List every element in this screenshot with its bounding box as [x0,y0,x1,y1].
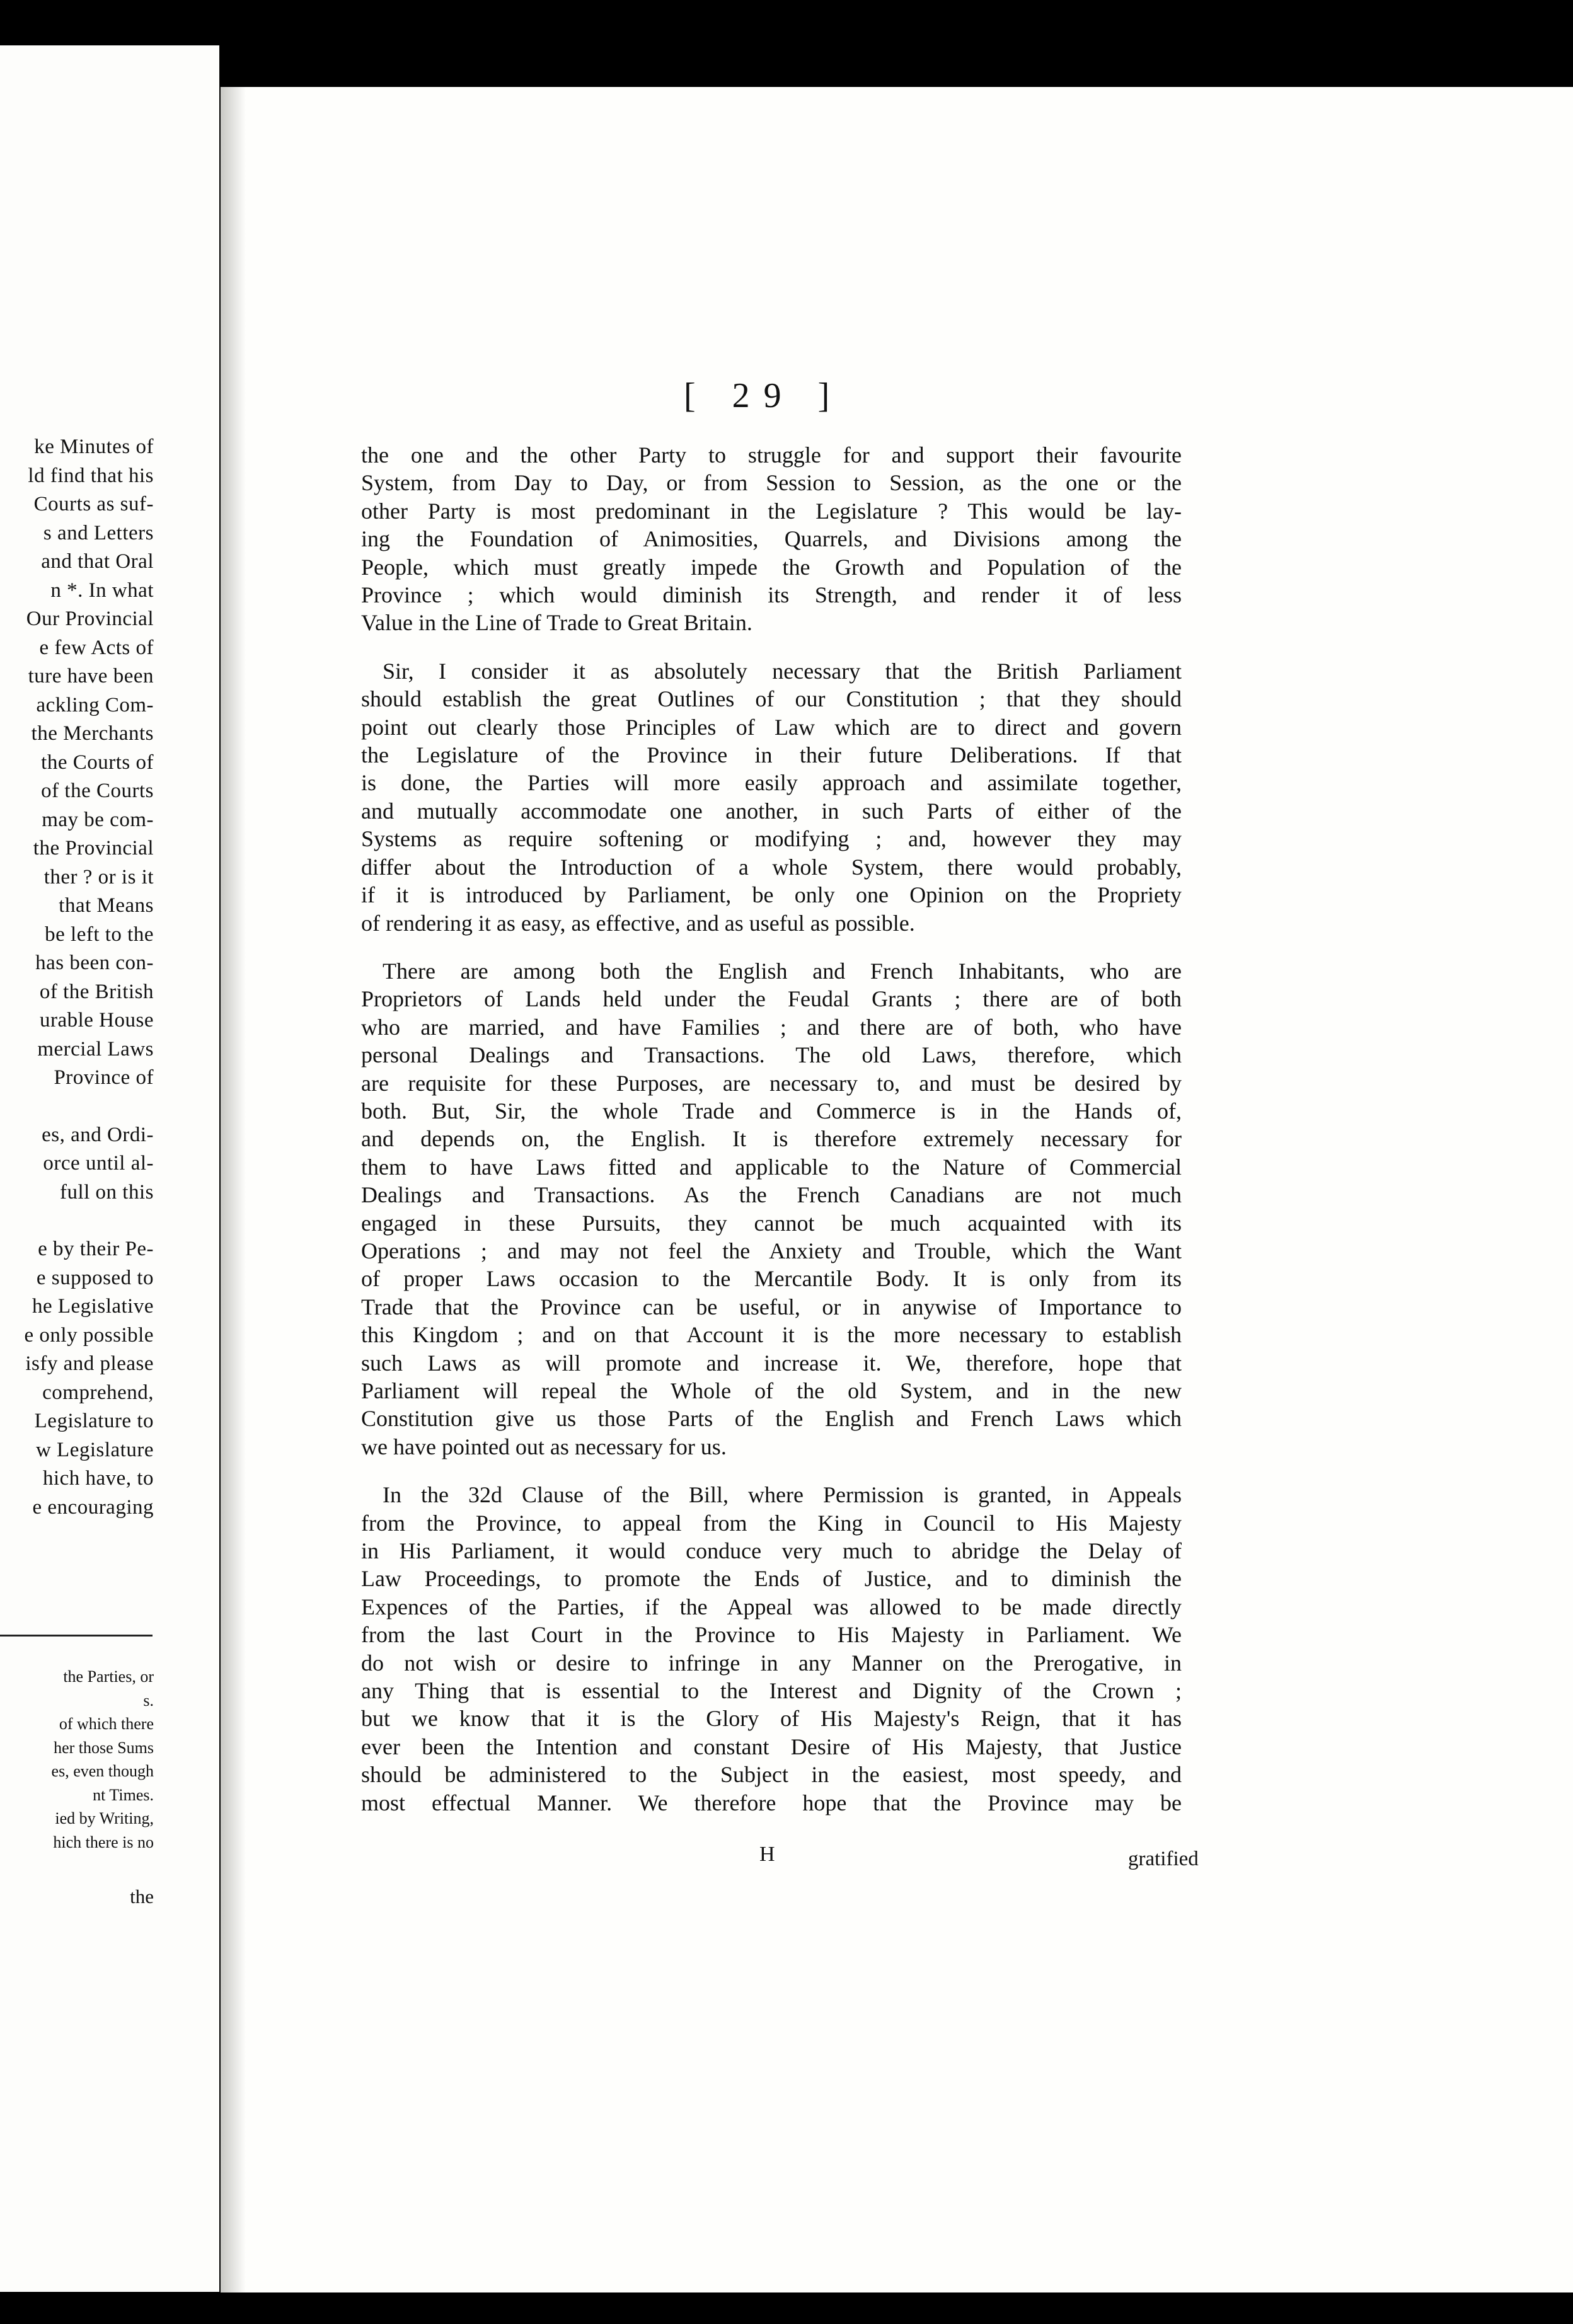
text-line: most effectual Manner. We therefore hope that the Province may be [361,1790,1182,1815]
left-page-line: may be com- [42,808,154,831]
left-page-line: full on this [59,1180,154,1204]
text-line: of proper Laws occasion to the Mercantile Body. It is only from its [361,1266,1182,1292]
left-page-line: ld find that his [28,464,154,487]
page-number: [ 29 ] [684,376,844,415]
gutter-shadow [221,87,246,2292]
left-footnote-line: of which there [59,1715,154,1733]
left-page-line: Courts as suf- [33,493,154,515]
text-line: Proprietors of Lands held under the Feudal Grants ; there are of both [361,986,1182,1012]
left-page-line: that Means [59,894,154,917]
text-line: personal Dealings and Transactions. The old Laws, therefore, which [361,1042,1182,1068]
left-page-line: ture have been [28,665,154,687]
left-page-line: ackling Com- [36,693,154,716]
left-page-line: n *. In what [50,578,154,602]
left-catchword: the [130,1885,154,1907]
text-line: in His Parliament, it would conduce very much to abridge the Delay of [361,1538,1182,1564]
text-line: we have pointed out as necessary for us. [361,1434,727,1459]
text-line: Operations ; and may not feel the Anxiety and Trouble, which the Want [361,1238,1182,1263]
text-line: from the Province, to appeal from the King in Council to His Majesty [361,1510,1182,1536]
text-line: Province ; which would diminish its Strength, and render it of less [361,582,1182,608]
text-line: from the last Court in the Province to His Majesty in Parliament. We [361,1622,1182,1648]
text-line: both. But, Sir, the whole Trade and Commerce is in the Hands of, [361,1098,1182,1124]
footnote-rule [0,1635,153,1637]
text-line: There are among both the English and French Inhabitants, who are [383,958,1182,984]
left-page-line [0,1093,154,1121]
left-page-line: w Legislature [35,1438,154,1461]
text-line: them to have Laws fitted and applicable to the Nature of Commercial [361,1154,1182,1180]
left-page-line: hich have, to [42,1467,154,1490]
text-line: ever been the Intention and constant Desire of His Majesty, that Justice [361,1734,1182,1759]
text-line: Sir, I consider it as absolutely necessary that the British Parliament [383,658,1182,684]
left-page-line: Legislature to [34,1410,154,1432]
paragraph [361,657,1182,937]
text-line: are requisite for these Purposes, are necessary to, and must be desired by [361,1070,1182,1096]
left-page-line: urable House [39,1009,154,1032]
left-facing-page [0,45,219,2292]
left-page-line: e few Acts of [39,636,154,659]
text-line: Expences of the Parties, if the Appeal was allowed to be made directly [361,1594,1182,1619]
paragraph [361,441,1182,637]
text-line: of rendering it as easy, as effective, and as useful as possible. [361,910,915,936]
left-page-line: of the British [39,980,154,1003]
text-line: People, which must greatly impede the Growth and Population of the [361,554,1182,580]
left-page-line: comprehend, [42,1381,154,1404]
text-line: is done, the Parties will more easily approach and assimilate together, [361,770,1182,796]
left-page-line: Our Provincial [26,607,154,630]
text-line: who are married, and have Families ; and there are of both, who have [361,1014,1182,1040]
text-line: any Thing that is essential to the Interest and Dignity of the Crown ; [361,1678,1182,1704]
text-line: ing the Foundation of Animosities, Quarrels, and Divisions among the [361,526,1182,552]
left-footnote-line: nt Times. [93,1785,154,1804]
text-line: Constitution give us those Parts of the English and French Laws which [361,1406,1182,1432]
left-page-line: the Provincial [33,837,154,860]
left-page-line: the Courts of [41,751,154,774]
paragraph [361,957,1182,1461]
left-page-line: and that Oral [41,550,154,573]
text-line: Value in the Line of Trade to Great Britain. [361,610,752,636]
left-footnote-line: es, even though [51,1762,154,1780]
text-line: point out clearly those Principles of Law which are to direct and govern [361,714,1182,740]
text-line: do not wish or desire to infringe in any Manner on the Prerogative, in [361,1650,1182,1676]
text-line: System, from Day to Day, or from Session to Session, as the one or the [361,470,1182,496]
left-footnote-line: s. [143,1691,154,1710]
text-line: differ about the Introduction of a whole System, there would probably, [361,854,1182,880]
signature-mark: H [759,1843,775,1866]
left-page-line [0,1207,154,1235]
text-line: Law Proceedings, to promote the Ends of Justice, and to diminish the [361,1566,1182,1592]
text-line: the Legislature of the Province in their future Deliberations. If that [361,742,1182,768]
left-page-line: he Legislative [32,1295,154,1318]
text-line: and depends on, the English. It is therefore extremely necessary for [361,1126,1182,1152]
left-footnote-line: hich there is no [53,1832,154,1851]
left-page-line: the Merchants [31,722,154,745]
left-footnote-line: ied by Writing, [55,1809,154,1827]
left-page-line: orce until al- [43,1152,154,1175]
text-line: other Party is most predominant in the Legislature ? This would be lay- [361,498,1182,524]
left-page-line: of the Courts [41,779,154,802]
left-page-line: ther ? or is it [43,865,154,889]
left-page-text [0,433,154,1522]
text-line: engaged in these Pursuits, they cannot be much acquainted with its [361,1210,1182,1236]
left-page-line: Province of [54,1066,154,1089]
text-line: Dealings and Transactions. As the French Canadians are not much [361,1182,1182,1208]
paragraph [361,1481,1182,1817]
left-page-line: s and Letters [43,521,154,544]
text-line: and mutually accommodate one another, in such Parts of either of the [361,798,1182,824]
left-page-line: ke Minutes of [34,435,154,458]
text-line: but we know that it is the Glory of His Majesty's Reign, that it has [361,1706,1182,1732]
text-line: this Kingdom ; and on that Account it is the more necessary to establish [361,1322,1182,1348]
left-page-line: e supposed to [36,1266,154,1289]
left-footnote-line: the Parties, or [63,1667,154,1686]
text-line: Parliament will repeal the Whole of the old System, and in the new [361,1378,1182,1403]
left-page-line: mercial Laws [37,1037,154,1061]
left-page-line: be left to the [45,923,154,946]
catchword: gratified [1128,1848,1199,1870]
left-page-line: e only possible [24,1323,154,1347]
text-line: should establish the great Outlines of our Constitution ; that they should [361,686,1182,712]
text-line: Systems as require softening or modifying ; and, however they may [361,826,1182,852]
text-line: should be administered to the Subject in the easiest, most speedy, and [361,1762,1182,1788]
left-page-footnotes [0,1665,154,1854]
text-line: Trade that the Province can be useful, or in anywise of Importance to [361,1294,1182,1320]
text-line: the one and the other Party to struggle for and support their favourite [361,442,1182,468]
left-footnote-line: her those Sums [54,1738,154,1757]
text-line: In the 32d Clause of the Bill, where Permission is granted, in Appeals [383,1482,1182,1508]
text-line: if it is introduced by Parliament, be only one Opinion on the Propriety [361,882,1182,908]
left-page-line: has been con- [35,952,154,974]
left-page-line: e encouraging [32,1495,154,1519]
left-page-line: isfy and please [25,1352,154,1375]
left-page-line: e by their Pe- [38,1238,154,1260]
text-line: such Laws as will promote and increase it. We, therefore, hope that [361,1350,1182,1376]
left-page-line: es, and Ordi- [42,1123,154,1146]
body-text [361,441,1182,1837]
